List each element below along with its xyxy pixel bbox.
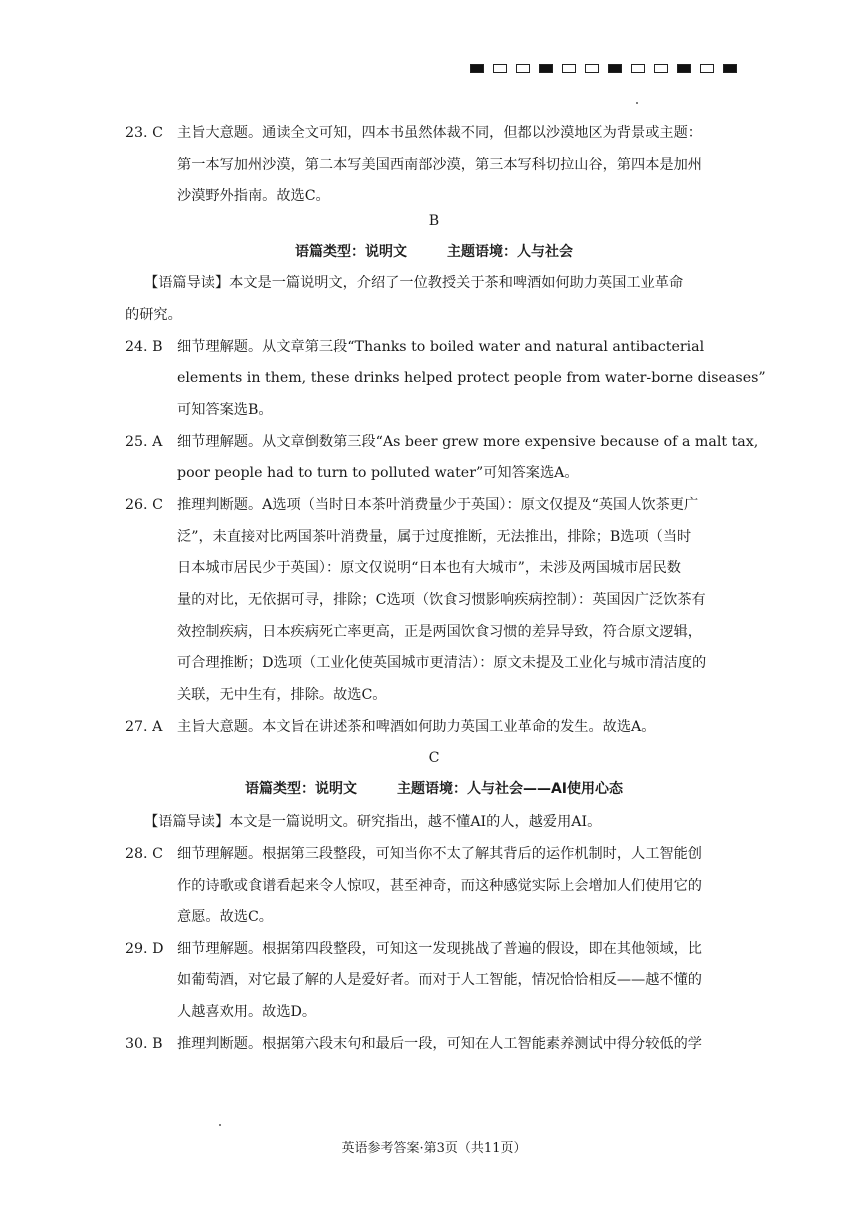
q26-line: 量的对比，无依据可寻，排除；C选项（饮食习惯影响疾病控制）：英国因广泛饮茶有 (177, 592, 706, 608)
q27-line: 27. A 主旨大意题。本文旨在讲述茶和啤酒如何助力英国工业革命的发生。故选A。 (125, 719, 656, 735)
q25-line: poor people had to turn to polluted water”可知答案选A。 (177, 465, 579, 481)
q28-line: 意愿。故选C。 (177, 909, 273, 925)
page-footer: 英语参考答案·第3页（共11页） (341, 1141, 527, 1156)
q29-number: 29. D (125, 941, 164, 957)
q24-line: elements in them, these drinks helped protect people from water-borne diseases” (177, 370, 766, 386)
registration-mark (539, 64, 553, 73)
q28-line: 28. C 细节理解题。根据第三段整段，可知当你不太了解其背后的运作机制时，人工智能创 (125, 846, 702, 862)
q26-line: 可合理推断；D选项（工业化使英国城市更清洁）：原文未提及工业化与城市清洁度的 (177, 655, 707, 671)
guide-b-line: 的研究。 (125, 307, 182, 323)
registration-mark (654, 64, 668, 73)
section-b-meta: 语篇类型：说明文 主题语境：人与社会 (295, 244, 573, 260)
q23-line: 23. C 主旨大意题。通读全文可知，四本书虽然体裁不同，但都以沙漠地区为背景或主题： (125, 125, 702, 141)
q25-line: 25. A 细节理解题。从文章倒数第三段“As beer grew more expensive because of a malt tax, (125, 434, 759, 450)
q25-number: 25. A (125, 434, 163, 450)
q23-line: 第一本写加州沙漠，第二本写美国西南部沙漠，第三本写科切拉山谷，第四本是加州 (177, 157, 702, 173)
q26-line: 关联，无中生有，排除。故选C。 (177, 687, 387, 703)
registration-mark (677, 64, 691, 73)
registration-mark (470, 64, 484, 73)
q30-number: 30. B (125, 1036, 163, 1052)
section-c-meta: 语篇类型：说明文 主题语境：人与社会——AI使用心态 (244, 781, 624, 797)
q24-line: 可知答案选B。 (177, 402, 273, 418)
registration-mark (585, 64, 599, 73)
registration-mark (700, 64, 714, 73)
q26-number: 26. C (125, 497, 163, 513)
q28-number: 28. C (125, 846, 163, 862)
q29-line: 如葡萄酒，对它最了解的人是爱好者。而对于人工智能，情况恰恰相反——越不懂的 (177, 972, 702, 988)
q26-line: 泛”，未直接对比两国茶叶消费量，属于过度推断，无法推出，排除；B选项（当时 (177, 529, 692, 545)
guide-b-line: 【语篇导读】本文是一篇说明文，介绍了一位教授关于茶和啤酒如何助力英国工业革命 (144, 275, 684, 291)
q26-line: 效控制疾病，日本疾病死亡率更高，正是两国饮食习惯的差异导致，符合原文逻辑， (177, 624, 702, 640)
registration-mark (516, 64, 530, 73)
registration-mark (608, 64, 622, 73)
q27-number: 27. A (125, 719, 163, 735)
q28-line: 作的诗歌或食谱看起来令人惊叹，甚至神奇，而这种感觉实际上会增加人们使用它的 (177, 878, 702, 894)
section-b-heading: B (428, 213, 440, 229)
speck (219, 1124, 221, 1126)
q29-line: 人越喜欢用。故选D。 (177, 1004, 317, 1020)
q29-line: 29. D 细节理解题。根据第四段整段，可知这一发现挑战了普遍的假设，即在其他领域，比 (125, 941, 702, 957)
section-c-heading: C (428, 750, 440, 766)
q23-line: 沙漠野外指南。故选C。 (177, 188, 330, 204)
q26-line: 26. C 推理判断题。A选项（当时日本茶叶消费量少于英国）：原文仅提及“英国人饮茶更广 (125, 497, 699, 513)
header-registration-marks (470, 64, 737, 73)
guide-c-line: 【语篇导读】本文是一篇说明文。研究指出，越不懂AI的人，越爱用AI。 (144, 814, 602, 830)
registration-mark (562, 64, 576, 73)
q30-line: 30. B 推理判断题。根据第六段末句和最后一段，可知在人工智能素养测试中得分较低的学 (125, 1036, 702, 1052)
registration-mark (631, 64, 645, 73)
speck (636, 102, 638, 104)
q23-number: 23. C (125, 125, 163, 141)
q24-line: 24. B 细节理解题。从文章第三段“Thanks to boiled water and natural antibacterial (125, 339, 705, 355)
registration-mark (493, 64, 507, 73)
registration-mark (723, 64, 737, 73)
q26-line: 日本城市居民少于英国）：原文仅说明“日本也有大城市”，未涉及两国城市居民数 (177, 560, 681, 576)
q24-number: 24. B (125, 339, 163, 355)
